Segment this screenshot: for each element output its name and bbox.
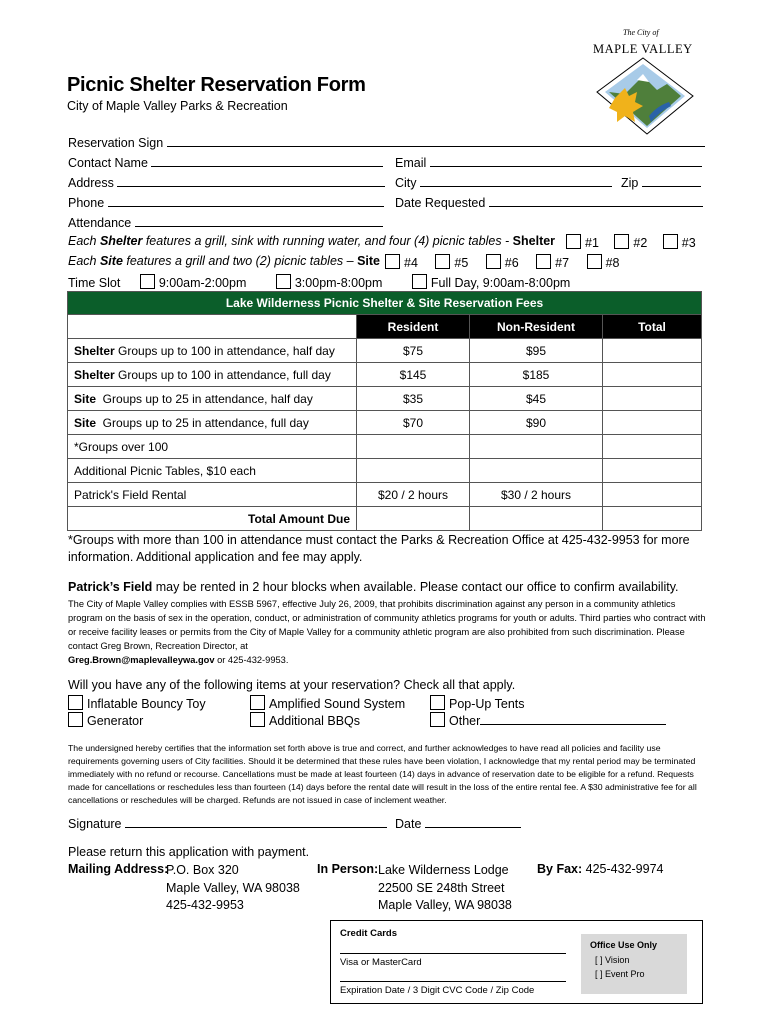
site-7-label: #7 (555, 256, 570, 270)
fee-row-text: Groups up to 100 in attendance, full day (114, 367, 331, 382)
signature-input[interactable] (125, 815, 387, 828)
fax-row (537, 862, 664, 876)
credit-card-title: Credit Cards (340, 928, 398, 939)
total-nonresident-cell (470, 507, 603, 531)
generator-label: Generator (87, 714, 144, 728)
page-subtitle: City of Maple Valley Parks & Recreation (67, 99, 288, 113)
fees-header-resident: Resident (357, 315, 470, 339)
mail-label: Mailing Address: (68, 862, 169, 876)
signature-row (68, 815, 387, 831)
time-slot-label: Time Slot (68, 276, 121, 290)
address-input[interactable] (117, 174, 385, 187)
certify-text: The undersigned hereby certifies that the information set forth above is true and correct, and further acknowledges to have read all policies and facility use requirements governing users of City facilities. Should it be determined that these rules have been violation, I acknowledge that my rental period may be terminated immediately with no refund or recourse. Cancellations must be made at least fourteen (14) days in advance of reservation date to be eligible for a refund. Requests made for cancellations or reschedules less than fourteen (14) days before the rental date will result in the loss of the entire rental fee. A $30 administrative fee for all cancellations or reschedules will be charged. Refunds are not issued in case of inclement weather. (68, 743, 697, 805)
site-pre: Each (68, 254, 100, 268)
city-logo (585, 28, 705, 136)
fee-row (68, 459, 702, 483)
mail-line-1: P.O. Box 320 (166, 863, 239, 877)
reservation-sign-row (68, 134, 705, 150)
other-checkbox[interactable] (430, 712, 445, 727)
generator-checkbox[interactable] (68, 712, 83, 727)
site-8-checkbox[interactable] (587, 254, 602, 269)
fee-row-text: Additional Picnic Tables, $10 each (74, 463, 256, 478)
fax-number: 425-432-9974 (585, 862, 664, 876)
essb-text: The City of Maple Valley complies with ESSB 5967, effective July 26, 2009, that prohibits discrimination against any person in a community athletics program on the basis of sex in the operation, conduct, or administration of community athletics programs for youth or adults. Third parties who contract with or receive facility leases or permits from the City of Maple Valley for a community athletic program are also prohibited from such discrimination. Please contact Greg Brown, Recreation Director, at (68, 599, 706, 651)
essb-email[interactable]: Greg.Brown@maplevalleywa.gov (68, 655, 215, 665)
inflatable-checkbox[interactable] (68, 695, 83, 710)
fee-row-text: Groups up to 100 in attendance, half day (114, 343, 335, 358)
contact-name-input[interactable] (151, 154, 383, 167)
site-4-label: #4 (404, 256, 418, 270)
office-use-title: Office Use Only (590, 940, 658, 950)
address-row (68, 174, 385, 190)
fee-row-resident: $35 (357, 387, 470, 411)
person-line-1: Lake Wilderness Lodge (378, 863, 509, 877)
fee-row-text: Patrick's Field Rental (74, 487, 187, 502)
visa-label: Visa or MasterCard (340, 957, 422, 968)
page-title: Picnic Shelter Reservation Form (67, 74, 366, 96)
fee-row-bold: Shelter (74, 367, 115, 382)
site-bold: Site (99, 254, 123, 268)
fee-row (68, 435, 702, 459)
fee-row-label (68, 483, 357, 507)
other-label: Other (449, 714, 481, 728)
site-options (385, 254, 619, 270)
time-slot-morning-label: 9:00am-2:00pm (158, 276, 247, 290)
fees-header-nonresident: Non-Resident (470, 315, 603, 339)
person-lines (378, 862, 512, 915)
office-event-pro: [ ] Event Pro (595, 969, 645, 979)
fee-row-total[interactable] (603, 435, 702, 459)
attendance-input[interactable] (135, 214, 383, 227)
total-resident-cell (357, 507, 470, 531)
logo-diamond-icon (585, 56, 705, 136)
site-7-checkbox[interactable] (536, 254, 551, 269)
person-line-2: 22500 SE 248th Street (378, 880, 505, 895)
fee-row-bold: Site (74, 391, 97, 406)
attendance-row (68, 214, 383, 230)
time-slot-evening-checkbox[interactable] (276, 274, 291, 289)
city-input[interactable] (420, 174, 612, 187)
additional-bbqs-checkbox[interactable] (250, 712, 265, 727)
fee-row (68, 339, 702, 363)
shelter-1-checkbox[interactable] (566, 234, 581, 249)
patricks-note (68, 580, 718, 594)
fee-row-nonresident: $95 (470, 339, 603, 363)
site-6-checkbox[interactable] (486, 254, 501, 269)
office-use-box (581, 934, 687, 994)
expiration-label: Expiration Date / 3 Digit CVC Code / Zip Code (340, 985, 535, 996)
time-slot-evening-label: 3:00pm-8:00pm (294, 276, 383, 290)
credit-card-number-line[interactable] (340, 953, 566, 954)
signature-label: Signature (68, 817, 122, 831)
shelter-pre: Each (68, 234, 100, 248)
email-row (395, 154, 702, 170)
fee-row-resident: $145 (357, 363, 470, 387)
fee-row (68, 411, 702, 435)
reservation-sign-label: Reservation Sign (68, 136, 164, 150)
fee-row-resident: $70 (357, 411, 470, 435)
credit-card-box (330, 920, 703, 1004)
fee-row-text: Groups up to 25 in attendance, half day (96, 391, 313, 406)
fees-header-total: Total (603, 315, 702, 339)
fees-table (67, 291, 702, 531)
site-5-checkbox[interactable] (435, 254, 450, 269)
person-line-3: Maple Valley, WA 98038 (378, 898, 512, 912)
fee-row-nonresident (470, 459, 603, 483)
site-8-label: #8 (605, 256, 620, 270)
date-requested-input[interactable] (489, 194, 703, 207)
fee-row-label (68, 339, 357, 363)
amplified-sound-label: Amplified Sound System (269, 697, 406, 711)
email-label: Email (395, 156, 427, 170)
site-text: features a grill and two (2) picnic tables – (122, 254, 358, 268)
essb-notice (68, 597, 708, 667)
logo-top-text: The City of (623, 28, 659, 37)
fee-row-nonresident: $185 (470, 363, 603, 387)
fee-row-bold: Shelter (74, 343, 115, 358)
fee-row-nonresident: $45 (470, 387, 603, 411)
shelter-bold: Shelter (99, 234, 143, 248)
shelter-3-checkbox[interactable] (663, 234, 678, 249)
fee-row-label (68, 387, 357, 411)
signature-date-row (395, 815, 521, 831)
site-line (68, 254, 380, 268)
fee-row-resident: $75 (357, 339, 470, 363)
mail-line-2: Maple Valley, WA 98038 (166, 880, 300, 895)
reservation-sign-input[interactable] (167, 134, 705, 147)
shelter-2-checkbox[interactable] (614, 234, 629, 249)
total-amount-cell[interactable] (603, 507, 702, 531)
fee-row-nonresident: $30 / 2 hours (470, 483, 603, 507)
fee-row (68, 387, 702, 411)
fee-row-text: Groups up to 25 in attendance, full day (96, 415, 309, 430)
site-4-checkbox[interactable] (385, 254, 400, 269)
fee-row-total[interactable] (603, 387, 702, 411)
fee-row-label (68, 363, 357, 387)
phone-row (68, 194, 384, 210)
fee-row-label (68, 435, 357, 459)
shelter-line (68, 234, 555, 248)
time-slot-row (68, 274, 570, 290)
date-requested-label: Date Requested (395, 196, 486, 210)
fee-row-label (68, 459, 357, 483)
attendance-label: Attendance (68, 216, 132, 230)
fee-row-total[interactable] (603, 483, 702, 507)
zip-input[interactable] (642, 174, 701, 187)
zip-row (621, 174, 701, 190)
popup-tents-label: Pop-Up Tents (449, 697, 525, 711)
expiration-line[interactable] (340, 981, 566, 982)
logo-name: MAPLE VALLEY (593, 42, 693, 56)
shelter-label: Shelter (512, 234, 556, 248)
site-6-label: #6 (504, 256, 519, 270)
items-question: Will you have any of the following items at your reservation? Check all that apply. (68, 678, 516, 692)
date-requested-row (395, 194, 703, 210)
shelter-1-label: #1 (585, 236, 599, 250)
patricks-bold: Patrick’s Field (68, 580, 153, 594)
time-slot-fullday-label: Full Day, 9:00am-8:00pm (430, 276, 571, 290)
time-slot-morning-checkbox[interactable] (140, 274, 155, 289)
fee-row-nonresident: $90 (470, 411, 603, 435)
fee-row (68, 363, 702, 387)
fee-row-label (68, 411, 357, 435)
fees-header-blank (68, 315, 357, 339)
fee-row-text: *Groups over 100 (74, 439, 169, 454)
phone-label: Phone (68, 196, 105, 210)
zip-label: Zip (621, 176, 639, 190)
fee-row-nonresident (470, 435, 603, 459)
fee-row-resident (357, 435, 470, 459)
shelter-2-label: #2 (633, 236, 648, 250)
shelter-options (566, 234, 696, 250)
contact-name-label: Contact Name (68, 156, 148, 170)
fax-label: By Fax: (537, 862, 583, 876)
fee-row-total[interactable] (603, 459, 702, 483)
site-label: Site (357, 254, 380, 268)
signature-date-input[interactable] (425, 815, 521, 828)
fee-row-total[interactable] (603, 363, 702, 387)
city-label: City (395, 176, 417, 190)
fee-row-resident (357, 459, 470, 483)
shelter-3-label: #3 (681, 236, 696, 250)
contact-name-row (68, 154, 383, 170)
return-intro: Please return this application with payment. (68, 845, 310, 859)
groups-note: *Groups with more than 100 in attendance must contact the Parks & Recreation Office at 425-432-9953 for more information. Additional application and fee may apply. (68, 533, 690, 564)
patricks-text: may be rented in 2 hour blocks when available. Please contact our office to confirm availability. (152, 580, 679, 594)
email-input[interactable] (430, 154, 702, 167)
person-label: In Person: (317, 862, 379, 876)
fee-row-resident: $20 / 2 hours (357, 483, 470, 507)
address-label: Address (68, 176, 114, 190)
inflatable-label: Inflatable Bouncy Toy (87, 697, 206, 711)
fee-row-total[interactable] (603, 411, 702, 435)
fee-row-total[interactable] (603, 339, 702, 363)
fee-row-bold: Site (74, 415, 97, 430)
site-5-label: #5 (454, 256, 469, 270)
additional-bbqs-label: Additional BBQs (269, 714, 361, 728)
fees-table-title: Lake Wilderness Picnic Shelter & Site Reservation Fees (68, 292, 702, 315)
fee-row (68, 483, 702, 507)
phone-input[interactable] (108, 194, 384, 207)
shelter-text: features a grill, sink with running water, and four (4) picnic tables - (142, 234, 513, 248)
total-amount-label: Total Amount Due (68, 507, 357, 531)
essb-tail: or 425-432-9953. (214, 655, 289, 665)
amplified-sound-checkbox[interactable] (250, 695, 265, 710)
popup-tents-checkbox[interactable] (430, 695, 445, 710)
time-slot-fullday-checkbox[interactable] (412, 274, 427, 289)
signature-date-label: Date (395, 817, 422, 831)
other-input[interactable] (480, 712, 666, 725)
office-vision: [ ] Vision (595, 955, 630, 965)
city-row (395, 174, 612, 190)
mail-line-3: 425-432-9953 (166, 898, 244, 912)
mail-lines (166, 862, 300, 915)
